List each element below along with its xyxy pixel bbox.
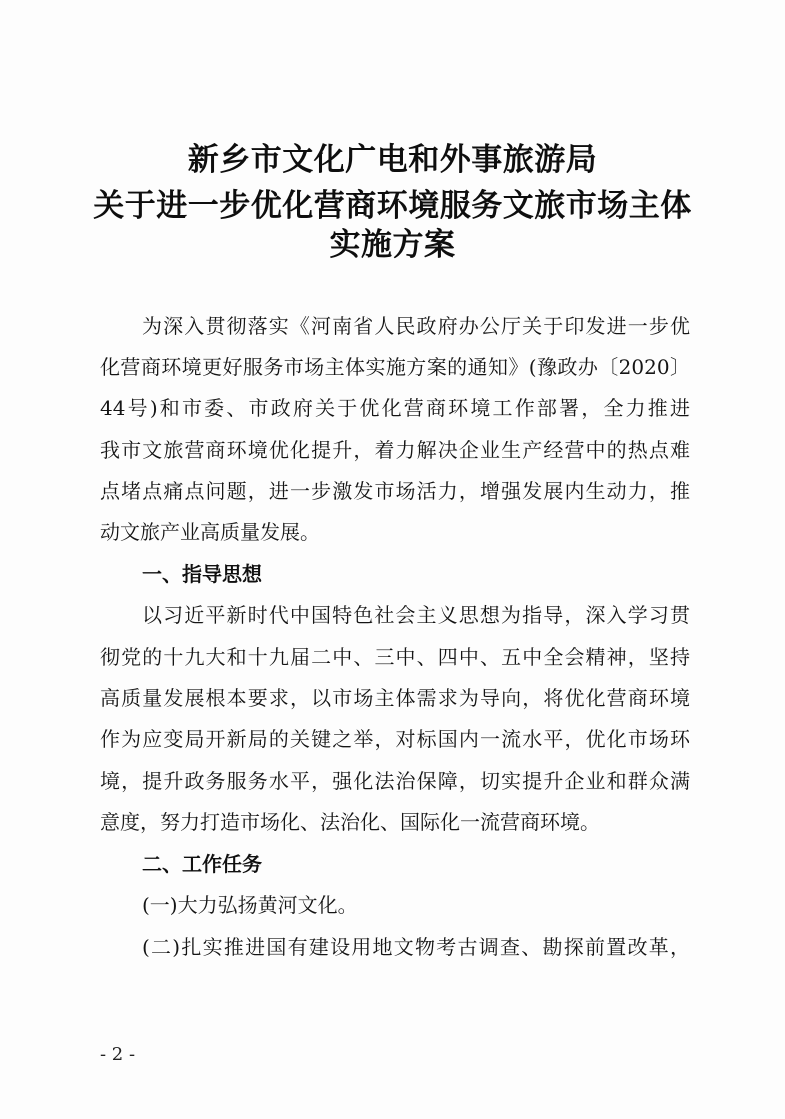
page-number: - 2 - — [100, 1044, 136, 1065]
document-title-line-2: 关于进一步优化营商环境服务文旅市场主体 — [93, 188, 692, 224]
section-heading-guiding-ideology: 一、指导思想 — [142, 562, 262, 586]
section1-paragraph-line: 高质量发展根本要求，以市场主体需求为导向，将优化营商环境 — [100, 686, 690, 710]
task-item: (一)大力弘扬黄河文化。 — [142, 893, 358, 917]
section1-paragraph-line: 意度，努力打造市场化、法治化、国际化一流营商环境。 — [100, 810, 600, 834]
intro-paragraph-line: 化营商环境更好服务市场主体实施方案的通知》(豫政办〔2020〕 — [100, 355, 690, 379]
intro-paragraph-line: 44号)和市委、市政府关于优化营商环境工作部署，全力推进 — [100, 396, 690, 420]
section1-paragraph-line: 以习近平新时代中国特色社会主义思想为指导，深入学习贯 — [142, 603, 690, 627]
document-title-line-1: 新乡市文化广电和外事旅游局 — [187, 142, 598, 178]
section1-paragraph-line: 彻党的十九大和十九届二中、三中、四中、五中全会精神，坚持 — [100, 645, 690, 669]
intro-paragraph-line: 我市文旅营商环境优化提升，着力解决企业生产经营中的热点难 — [100, 438, 690, 462]
document-title-line-3: 实施方案 — [329, 227, 456, 263]
task-item: (二)扎实推进国有建设用地文物考古调查、勘探前置改革， — [142, 935, 690, 959]
intro-paragraph-line: 动文旅产业高质量发展。 — [100, 520, 320, 544]
section1-paragraph-line: 作为应变局开新局的关键之举，对标国内一流水平，优化市场环 — [100, 727, 690, 751]
section1-paragraph-line: 境，提升政务服务水平，强化法治保障，切实提升企业和群众满 — [100, 769, 690, 793]
intro-paragraph-line: 点堵点痛点问题，进一步激发市场活力，增强发展内生动力，推 — [100, 479, 690, 503]
intro-paragraph-line: 为深入贯彻落实《河南省人民政府办公厅关于印发进一步优 — [142, 314, 690, 338]
section-heading-work-tasks: 二、工作任务 — [142, 852, 262, 876]
